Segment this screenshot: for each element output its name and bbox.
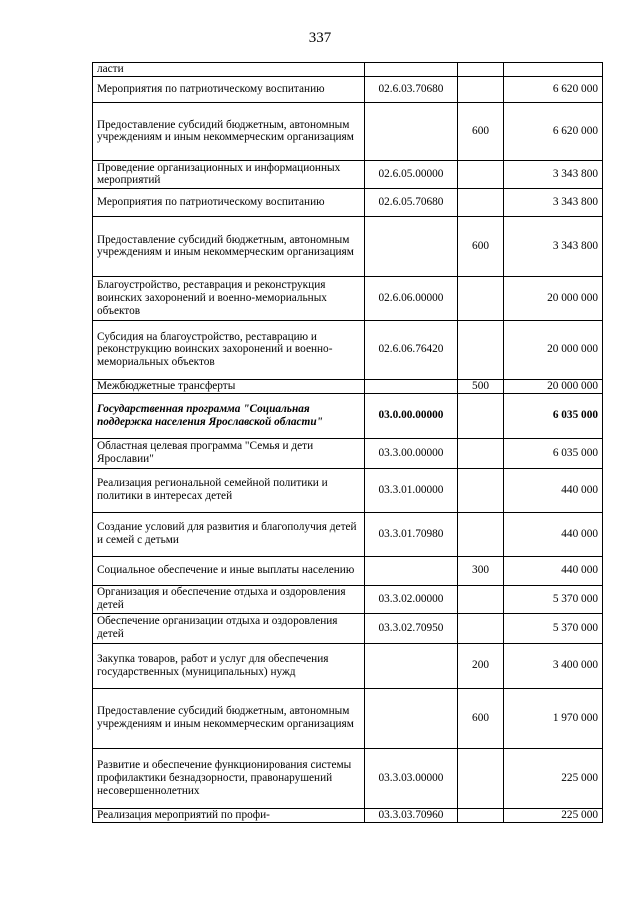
row-amount-cell: 3 343 800 — [504, 160, 603, 188]
table-row — [93, 102, 603, 160]
row-type-cell — [457, 160, 503, 188]
row-code-cell — [365, 102, 458, 160]
table-row — [93, 393, 603, 438]
row-amount-cell: 225 000 — [504, 748, 603, 808]
row-code-cell: 02.6.06.00000 — [365, 276, 458, 320]
row-type-cell — [457, 468, 503, 512]
budget-table — [92, 62, 603, 823]
row-code-cell: 03.3.02.70950 — [365, 613, 458, 643]
row-name-cell: Предоставление субсидий бюджетным, автономным учреждениям и иным некоммерческим организациям — [93, 102, 365, 160]
row-name-cell: Реализация региональной семейной политики и политики в интересах детей — [93, 468, 365, 512]
table-row — [93, 643, 603, 688]
row-code-cell — [365, 216, 458, 276]
row-code-cell — [365, 63, 458, 77]
row-code-cell: 03.3.02.00000 — [365, 585, 458, 613]
table-row — [93, 63, 603, 77]
row-name-cell: Межбюджетные трансферты — [93, 379, 365, 393]
row-name-cell: Предоставление субсидий бюджетным, автономным учреждениям и иным некоммерческим организациям — [93, 216, 365, 276]
row-name-cell: Государственная программа "Социальная поддержка населения Ярославской области" — [93, 393, 365, 438]
row-name-cell: Субсидия на благоустройство, реставрацию и реконструкцию воинских захоронений и военно-мемориальных объектов — [93, 320, 365, 379]
row-amount-cell: 440 000 — [504, 468, 603, 512]
row-type-cell — [457, 393, 503, 438]
table-row — [93, 216, 603, 276]
table-row — [93, 276, 603, 320]
table-row — [93, 160, 603, 188]
row-type-cell: 200 — [457, 643, 503, 688]
row-amount-cell: 3 400 000 — [504, 643, 603, 688]
row-code-cell: 03.0.00.00000 — [365, 393, 458, 438]
row-type-cell — [457, 748, 503, 808]
row-amount-cell: 3 343 800 — [504, 216, 603, 276]
table-row — [93, 748, 603, 808]
table-row — [93, 379, 603, 393]
table-row — [93, 320, 603, 379]
budget-table-body — [93, 63, 603, 823]
row-amount-cell: 1 970 000 — [504, 688, 603, 748]
row-amount-cell: 225 000 — [504, 808, 603, 822]
row-code-cell: 03.3.01.00000 — [365, 468, 458, 512]
row-name-cell: Социальное обеспечение и иные выплаты населению — [93, 556, 365, 585]
table-row — [93, 688, 603, 748]
row-type-cell: 600 — [457, 102, 503, 160]
row-type-cell: 600 — [457, 216, 503, 276]
row-name-cell: Закупка товаров, работ и услуг для обеспечения государственных (муниципальных) нужд — [93, 643, 365, 688]
row-type-cell — [457, 613, 503, 643]
row-amount-cell: 5 370 000 — [504, 613, 603, 643]
row-amount-cell — [504, 63, 603, 77]
row-code-cell: 02.6.06.76420 — [365, 320, 458, 379]
row-type-cell — [457, 63, 503, 77]
row-code-cell: 02.6.03.70680 — [365, 76, 458, 102]
row-type-cell — [457, 512, 503, 556]
row-name-cell: ласти — [93, 63, 365, 77]
table-row — [93, 613, 603, 643]
row-amount-cell: 3 343 800 — [504, 188, 603, 216]
row-code-cell — [365, 643, 458, 688]
row-code-cell: 03.3.01.70980 — [365, 512, 458, 556]
row-type-cell — [457, 438, 503, 468]
row-type-cell — [457, 808, 503, 822]
table-row — [93, 188, 603, 216]
row-type-cell — [457, 188, 503, 216]
row-name-cell: Мероприятия по патриотическому воспитанию — [93, 188, 365, 216]
row-type-cell — [457, 320, 503, 379]
row-name-cell: Организация и обеспечение отдыха и оздоровления детей — [93, 585, 365, 613]
row-name-cell: Обеспечение организации отдыха и оздоровления детей — [93, 613, 365, 643]
table-row — [93, 76, 603, 102]
table-row — [93, 556, 603, 585]
row-name-cell: Благоустройство, реставрация и реконструкция воинских захоронений и военно-мемориальных объектов — [93, 276, 365, 320]
row-amount-cell: 20 000 000 — [504, 276, 603, 320]
table-row — [93, 585, 603, 613]
row-type-cell — [457, 76, 503, 102]
table-row — [93, 512, 603, 556]
row-amount-cell: 5 370 000 — [504, 585, 603, 613]
row-type-cell: 300 — [457, 556, 503, 585]
row-name-cell: Реализация мероприятий по профи- — [93, 808, 365, 822]
row-name-cell: Мероприятия по патриотическому воспитанию — [93, 76, 365, 102]
row-code-cell — [365, 556, 458, 585]
row-name-cell: Создание условий для развития и благополучия детей и семей с детьми — [93, 512, 365, 556]
row-amount-cell: 6 620 000 — [504, 102, 603, 160]
row-name-cell: Проведение организационных и информационных мероприятий — [93, 160, 365, 188]
row-name-cell: Предоставление субсидий бюджетным, автономным учреждениям и иным некоммерческим организациям — [93, 688, 365, 748]
row-type-cell: 500 — [457, 379, 503, 393]
row-code-cell — [365, 379, 458, 393]
row-amount-cell: 6 035 000 — [504, 438, 603, 468]
row-amount-cell: 20 000 000 — [504, 379, 603, 393]
row-amount-cell: 6 620 000 — [504, 76, 603, 102]
row-type-cell — [457, 585, 503, 613]
row-name-cell: Областная целевая программа "Семья и дети Ярославии" — [93, 438, 365, 468]
row-amount-cell: 20 000 000 — [504, 320, 603, 379]
row-type-cell — [457, 276, 503, 320]
row-code-cell — [365, 688, 458, 748]
page-number: 337 — [308, 30, 332, 46]
table-row — [93, 438, 603, 468]
row-amount-cell: 440 000 — [504, 556, 603, 585]
table-row — [93, 808, 603, 822]
row-code-cell: 02.6.05.00000 — [365, 160, 458, 188]
row-code-cell: 03.3.03.70960 — [365, 808, 458, 822]
table-row — [93, 468, 603, 512]
row-code-cell: 02.6.05.70680 — [365, 188, 458, 216]
row-amount-cell: 440 000 — [504, 512, 603, 556]
row-code-cell: 03.3.03.00000 — [365, 748, 458, 808]
row-name-cell: Развитие и обеспечение функционирования системы профилактики безнадзорности, правонарушений несовершеннолетних — [93, 748, 365, 808]
row-amount-cell: 6 035 000 — [504, 393, 603, 438]
row-code-cell: 03.3.00.00000 — [365, 438, 458, 468]
row-type-cell: 600 — [457, 688, 503, 748]
